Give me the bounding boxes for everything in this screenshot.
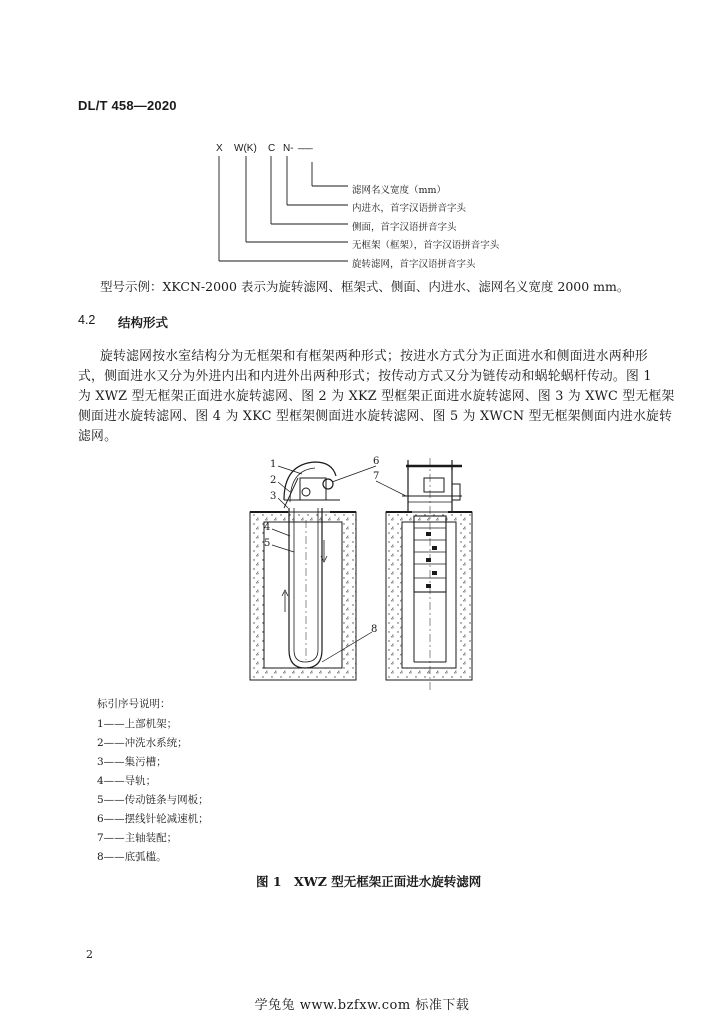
footer-watermark[interactable]: 学兔兔 www.bzfxw.com 标准下载 bbox=[254, 998, 470, 1013]
code-letter-width: ___ bbox=[298, 139, 312, 150]
callout-5: 5 bbox=[264, 538, 271, 549]
legend-item: 2——冲洗水系统； bbox=[97, 737, 188, 749]
body-line: 滤网。 bbox=[78, 429, 118, 444]
code-desc-side: 侧面，首字汉语拼音字头 bbox=[352, 222, 457, 233]
code-letter-wk: W(K) bbox=[234, 143, 257, 154]
callout-3: 3 bbox=[270, 491, 277, 502]
section-title: 结构形式 bbox=[118, 315, 169, 330]
legend-item: 3——集污槽； bbox=[97, 756, 167, 768]
callout-6: 6 bbox=[373, 456, 380, 467]
legend-item: 8——底弧槛。 bbox=[97, 851, 167, 863]
callout-2: 2 bbox=[270, 475, 277, 486]
legend-title: 标引序号说明： bbox=[97, 698, 171, 710]
figure-caption: 图 1 XWZ 型无框架正面进水旋转滤网 bbox=[256, 874, 482, 889]
legend-item: 1——上部机架； bbox=[97, 718, 178, 730]
callout-4: 4 bbox=[264, 522, 271, 533]
code-bracket-lines bbox=[219, 156, 348, 261]
model-example: 型号示例：XKCN-2000 表示为旋转滤网、框架式、侧面、内进水、滤网名义宽度 2000 mm。 bbox=[100, 279, 630, 294]
code-desc-frame: 无框架（框架），首字汉语拼音字头 bbox=[352, 240, 500, 251]
callout-7: 7 bbox=[373, 471, 380, 482]
body-line: 侧面进水旋转滤网、图 4 为 XKC 型框架侧面进水旋转滤网、图 5 为 XWCN 型无框架侧面内进水旋转 bbox=[78, 409, 673, 424]
callout-1: 1 bbox=[270, 459, 277, 470]
page-number: 2 bbox=[86, 948, 93, 961]
legend-item: 7——主轴装配； bbox=[97, 832, 178, 844]
code-desc-inlet: 内进水，首字汉语拼音字头 bbox=[352, 203, 467, 214]
standard-number: DL/T 458—2020 bbox=[78, 98, 177, 113]
legend-item: 6——摆线针轮减速机； bbox=[97, 813, 209, 825]
code-letter-c: C bbox=[268, 143, 276, 154]
body-line: 旋转滤网按水室结构分为无框架和有框架两种形式；按进水方式分为正面进水和侧面进水两种形 bbox=[100, 349, 648, 364]
code-desc-rotary: 旋转滤网，首字汉语拼音字头 bbox=[352, 259, 476, 270]
legend-item: 4——导轨； bbox=[97, 775, 157, 787]
side-view-diagram bbox=[250, 462, 356, 680]
body-line: 为 XWZ 型无框架正面进水旋转滤网、图 2 为 XKZ 型框架正面进水旋转滤网、图 3 为 XWC 型无框架 bbox=[78, 389, 675, 404]
section-number: 4.2 bbox=[78, 313, 96, 327]
code-letter-n: N- bbox=[283, 143, 294, 154]
legend-item: 5——传动链条与网板； bbox=[97, 794, 209, 806]
callout-8: 8 bbox=[371, 624, 378, 635]
code-desc-width: 滤网名义宽度（mm） bbox=[352, 185, 447, 196]
body-line: 式，侧面进水又分为外进内出和内进外出两种形式；按传动方式又分为链传动和蜗轮蜗杆传动。图 1 bbox=[78, 369, 652, 384]
code-letter-x: X bbox=[216, 143, 223, 154]
